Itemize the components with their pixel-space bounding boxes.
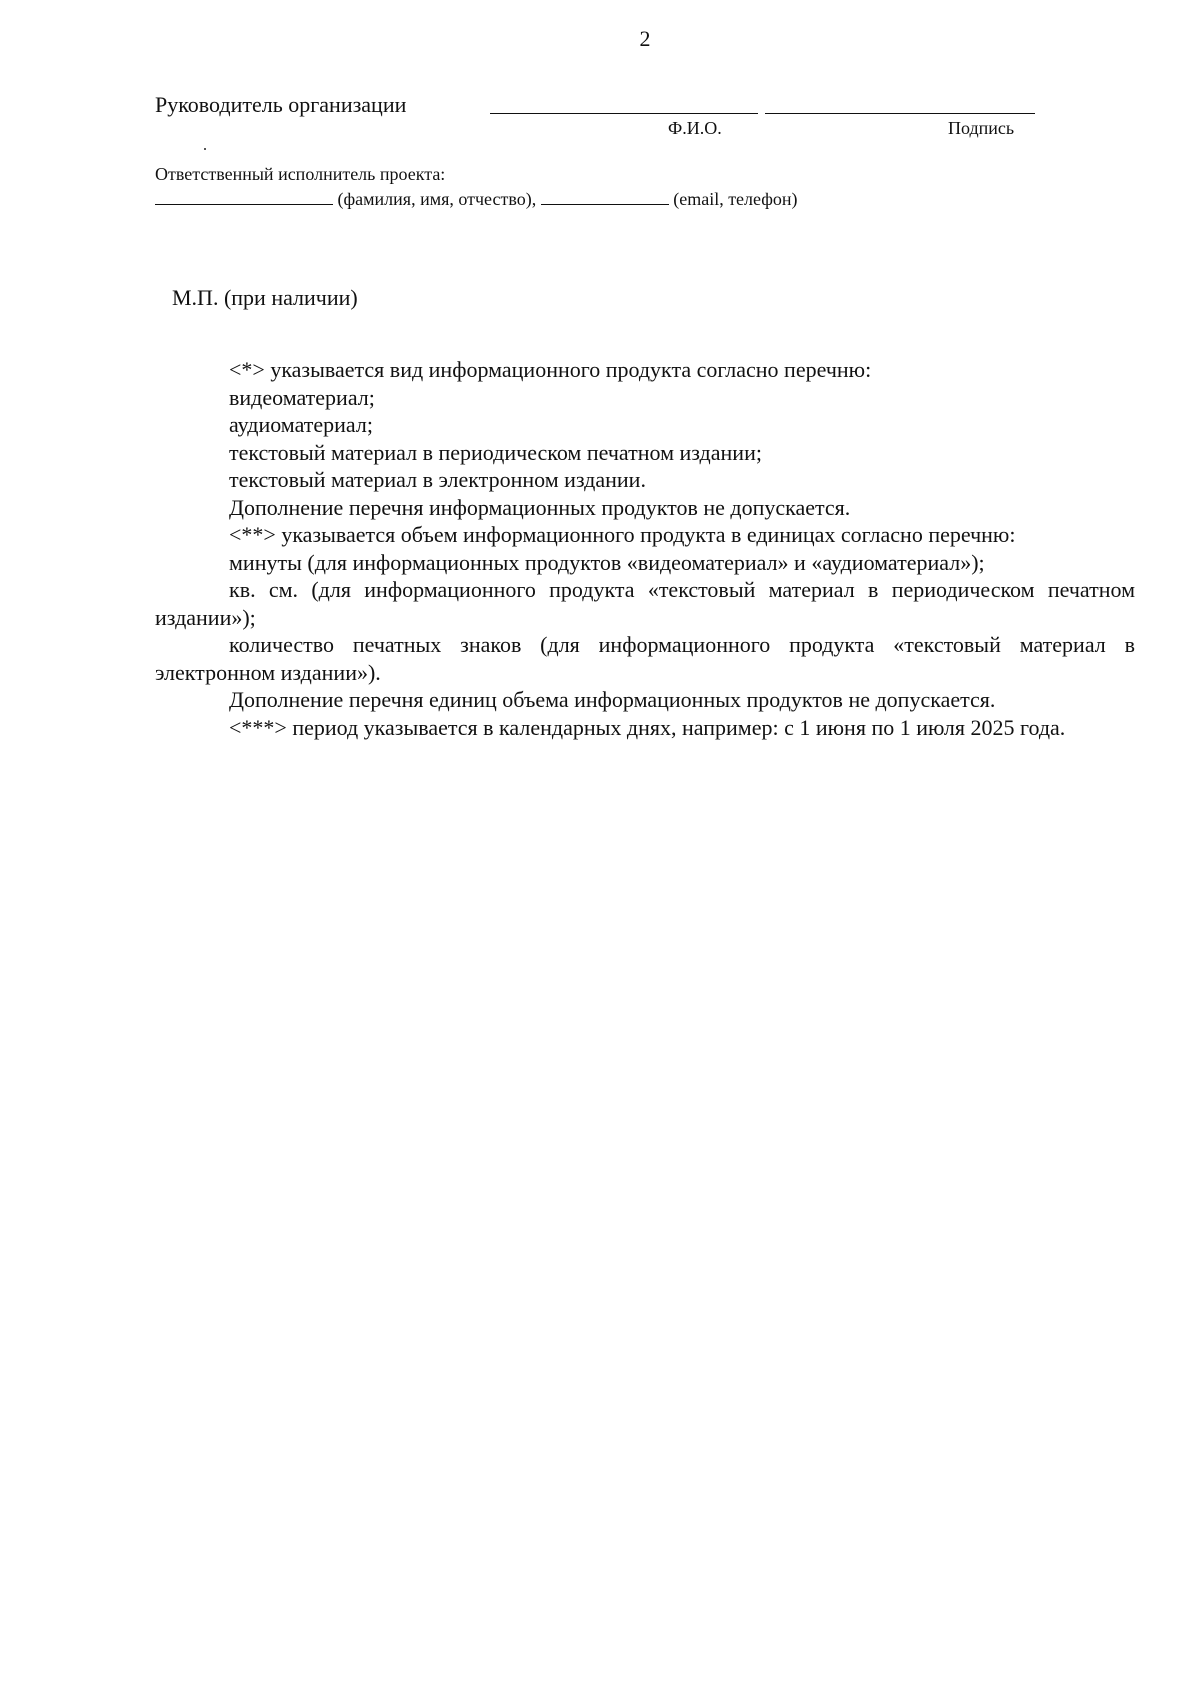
- product-type-item: аудиоматериал;: [229, 412, 373, 437]
- product-type-item: текстовый материал в периодическом печатном издании;: [229, 439, 762, 465]
- footnote-3: <***> период указывается в календарных днях, например: с 1 июня по 1 июля 2025 года.: [229, 714, 1066, 740]
- fio-blank-line: [490, 113, 758, 114]
- scan-speck: [204, 148, 206, 150]
- footnote-1: <*> указывается вид информационного продукта согласно перечню:: [229, 357, 872, 382]
- responsible-executor-label: Ответственный исполнитель проекта:: [155, 164, 446, 184]
- volume-unit-item: минуты (для информационных продуктов «видеоматериал» и «аудиоматериал»);: [229, 549, 985, 575]
- fio-caption: Ф.И.О.: [668, 118, 722, 138]
- name-caption: (фамилия, имя, отчество),: [337, 189, 537, 209]
- signature-blank-line: [765, 113, 1035, 114]
- product-type-item: видеоматериал;: [229, 384, 375, 410]
- name-blank-line: [155, 190, 333, 205]
- signature-caption: Подпись: [948, 118, 1015, 138]
- footnote-2: <**> указывается объем информационного продукта в единицах согласно перечню:: [229, 522, 1016, 547]
- footnotes-block: [155, 356, 1135, 741]
- head-of-organization-label: Руководитель организации: [155, 92, 407, 117]
- footnote-2-restriction: Дополнение перечня единиц объема информационных продуктов не допускается.: [229, 687, 996, 712]
- volume-unit-item: количество печатных знаков (для информационного продукта «текстовый материал в электронном издании»).: [155, 632, 1135, 685]
- page-number: 2: [639, 26, 651, 51]
- volume-unit-item: кв. см. (для информационного продукта «текстовый материал в периодическом печатном издании»);: [155, 577, 1135, 630]
- seal-place-label: М.П. (при наличии): [172, 285, 358, 310]
- contact-caption: (email, телефон): [673, 189, 798, 209]
- contact-blank-line: [541, 190, 669, 205]
- footnote-1-restriction: Дополнение перечня информационных продуктов не допускается.: [229, 494, 851, 520]
- product-type-item: текстовый материал в электронном издании.: [229, 467, 646, 492]
- responsible-executor-fields: [155, 189, 798, 210]
